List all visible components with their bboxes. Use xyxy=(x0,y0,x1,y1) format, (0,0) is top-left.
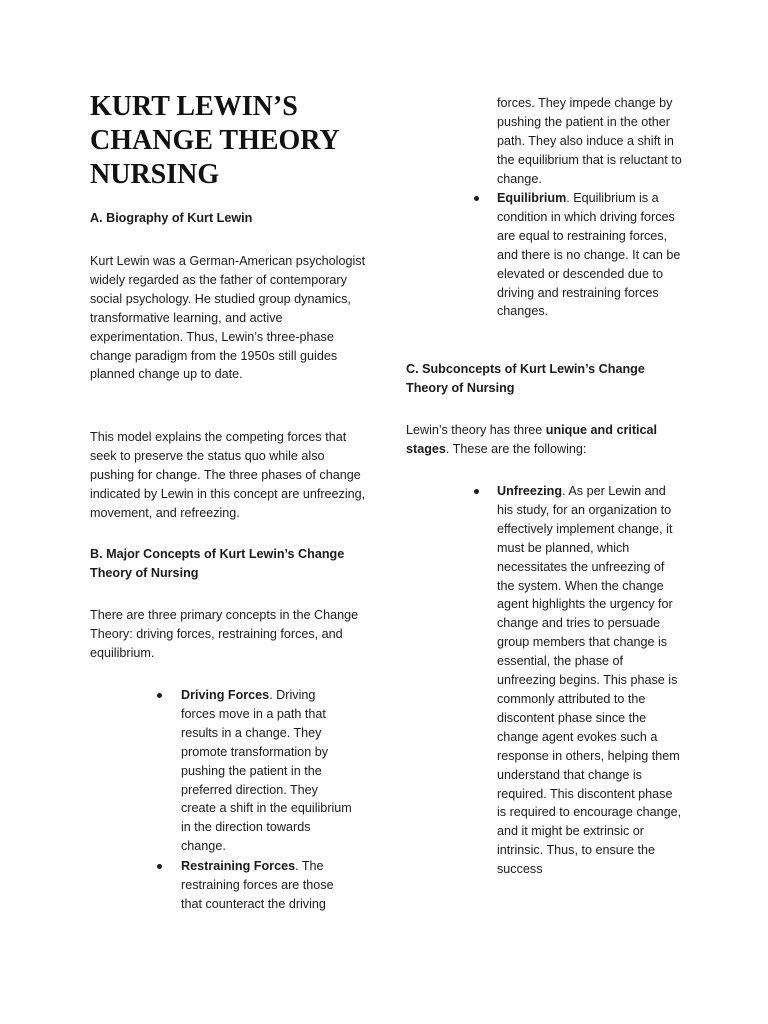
section-c-intro-pre: Lewin’s theory has three xyxy=(406,423,546,437)
section-c-intro xyxy=(406,421,691,459)
term-driving-forces: Driving Forces xyxy=(181,688,270,702)
section-a-paragraph-2: This model explains the competing forces that seek to preserve the status quo while also pushing for change. The three phases of change indicated by Lewin in this concept are unfreezing, movement, and refreezing. xyxy=(90,430,366,520)
list-item-unfreezing xyxy=(497,482,682,879)
text-restraining-forces: . The restraining forces are those that counteract the driving xyxy=(181,859,334,911)
text-unfreezing: . As per Lewin and his study, for an organization to effectively implement change, it must be planned, which necessitates the unfreezing of the system. When the change agent highlights the urgency for change and tries to persuade group members that change is essential, the phase of unfreezing begins. This phase is commonly attributed to the discontent phase since the change agent evokes such a response in others, helping them understand that change is required. This discontent phase is required to encourage change, and it might be extrinsic or intrinsic. Thus, to ensure the success xyxy=(497,484,682,877)
bullet-icon xyxy=(474,489,479,494)
list-item-restraining-forces xyxy=(181,857,353,914)
section-c-intro-bold: unique and critical stages xyxy=(406,423,658,456)
term-unfreezing: Unfreezing xyxy=(497,484,563,498)
bullet-icon xyxy=(474,196,479,201)
section-c-intro-post: . These are the following: xyxy=(445,441,587,456)
term-restraining-forces: Restraining Forces xyxy=(181,859,296,873)
text-driving-forces: . Driving forces move in a path that results in a change. They promote transformation by pushing the patient in the preferred direction. They create a shift in the equilibrium in the direction towards change. xyxy=(181,688,352,854)
text-equilibrium: . Equilibrium is a condition in which driving forces are equal to restraining forces, and there is no change. It can be elevated or descended due to driving and restraining forces changes. xyxy=(497,191,681,319)
list-item-driving-forces xyxy=(181,686,353,856)
restraining-forces-continued: forces. They impede change by pushing the patient in the other path. They also induce a shift in the equilibrium that is reluctant to change. xyxy=(497,96,682,186)
section-b-intro: There are three primary concepts in the Change Theory: driving forces, restraining forces, and equilibrium. xyxy=(90,608,359,660)
section-b-heading: B. Major Concepts of Kurt Lewin’s Change Theory of Nursing xyxy=(90,547,345,580)
section-c-heading: C. Subconcepts of Kurt Lewin’s Change Theory of Nursing xyxy=(406,362,645,395)
section-a-heading: A. Biography of Kurt Lewin xyxy=(90,211,253,225)
page-title: KURT LEWIN’S CHANGE THEORY NURSING xyxy=(90,91,339,190)
bullet-icon xyxy=(157,693,162,698)
section-a-paragraph-1: Kurt Lewin was a German-American psychologist widely regarded as the father of contemporary social psychology. He studied group dynamics, transformative learning, and active experimentation. Thus, Lewin’s three-phase change paradigm from the 1950s still guides planned change up to date. xyxy=(90,254,366,382)
list-item-equilibrium xyxy=(497,189,682,321)
bullet-icon xyxy=(157,864,162,869)
term-equilibrium: Equilibrium xyxy=(497,191,567,205)
